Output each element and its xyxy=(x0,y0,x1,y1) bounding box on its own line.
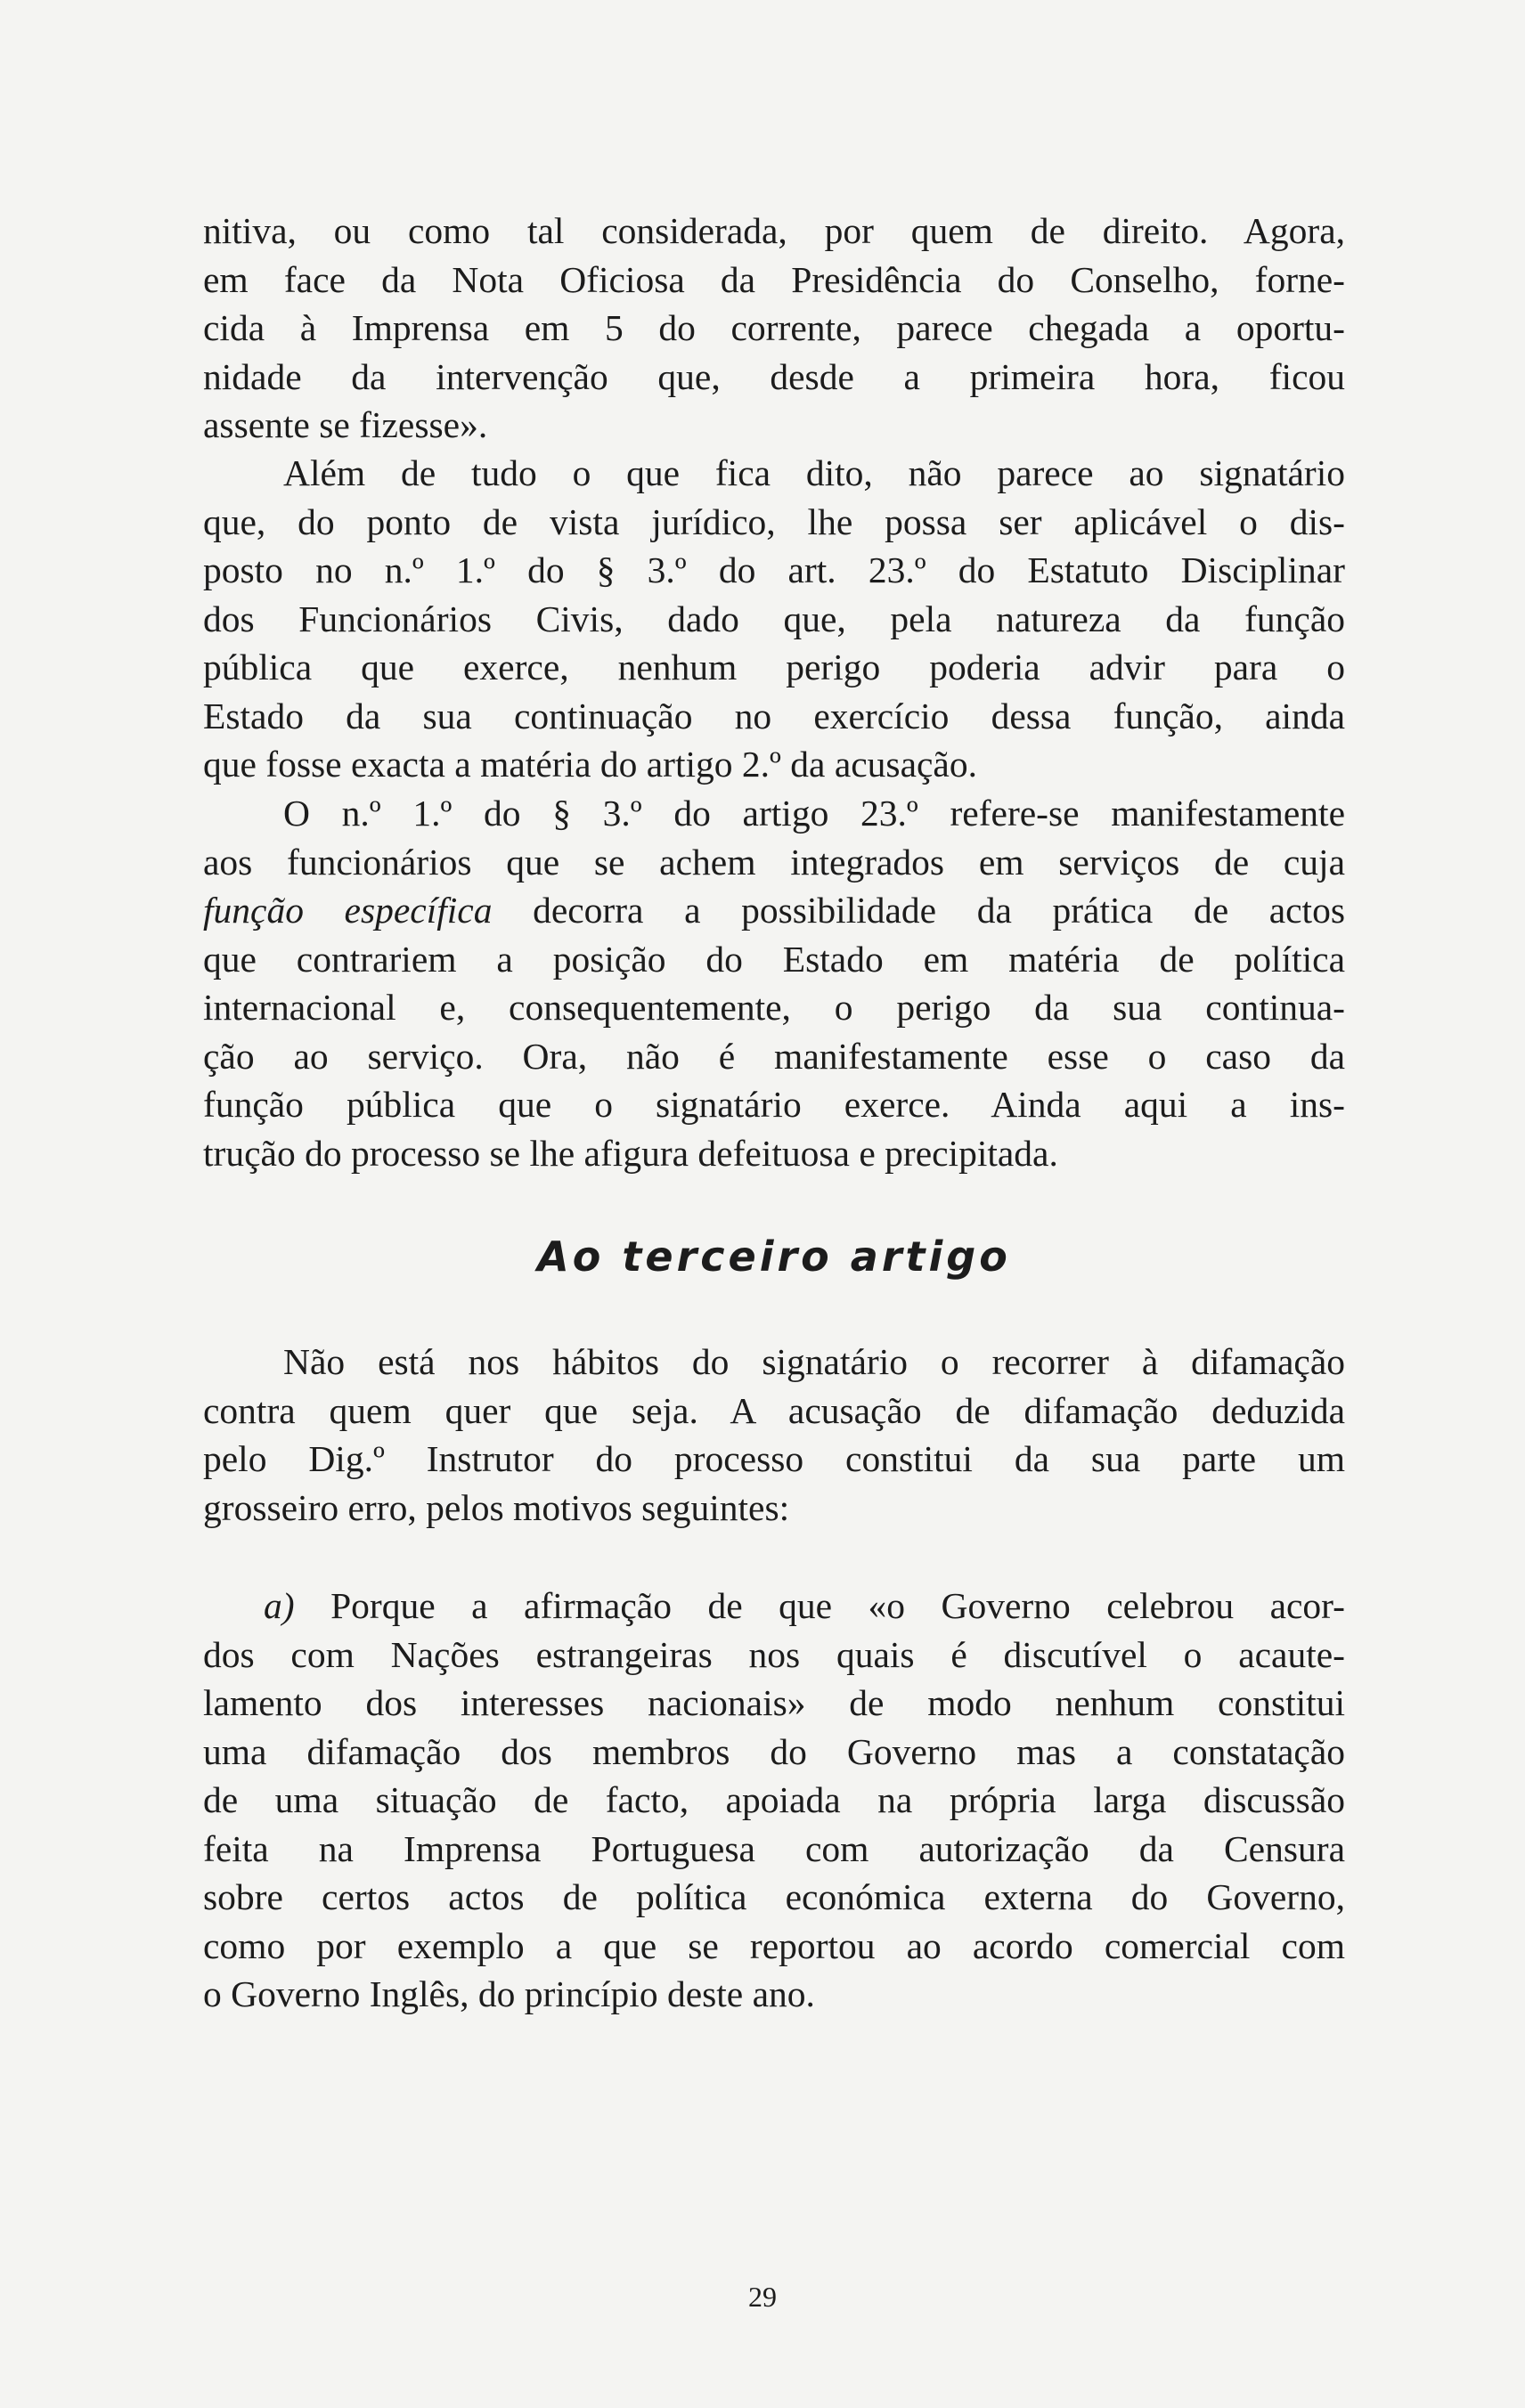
text-line: cida à Imprensa em 5 do corrente, parece chegada a oportu- xyxy=(203,307,1345,348)
text-line: contra quem quer que seja. A acusação de difamação deduzida xyxy=(203,1389,1345,1431)
text-line: que contrariem a posição do Estado em matéria de política xyxy=(203,938,1345,980)
text-fragment: Porque a afirmação de que «o Governo celebrou acor- xyxy=(294,1585,1345,1626)
text-line: Além de tudo o que fica dito, não parece ao signatário xyxy=(283,452,1345,493)
text-line: dos Funcionários Civis, dado que, pela natureza da função xyxy=(203,598,1345,639)
text-line: trução do processo se lhe afigura defeituosa e precipitada. xyxy=(203,1132,1058,1174)
list-marker: a) xyxy=(264,1585,295,1626)
text-line: pelo Dig.º Instrutor do processo constitui da sua parte um xyxy=(203,1438,1345,1479)
text-line: feita na Imprensa Portuguesa com autorização da Censura xyxy=(203,1827,1345,1869)
text-line: lamento dos interesses nacionais» de modo nenhum constitui xyxy=(203,1682,1345,1723)
text-line: Não está nos hábitos do signatário o recorrer à difamação xyxy=(283,1341,1345,1382)
text-line: uma difamação dos membros do Governo mas a constatação xyxy=(203,1730,1345,1772)
text-line: aos funcionários que se achem integrados em serviços de cuja xyxy=(203,841,1345,883)
text-line: internacional e, consequentemente, o perigo da sua continua- xyxy=(203,987,1345,1028)
paragraph-legal-argument xyxy=(203,449,1345,789)
text-line: como por exemplo a que se reportou ao acordo comercial com xyxy=(203,1924,1345,1966)
text-line: O n.º 1.º do § 3.º do artigo 23.º refere-se manifestamente xyxy=(283,793,1345,834)
text-line: que, do ponto de vista jurídico, lhe possa ser aplicável o dis- xyxy=(203,500,1345,542)
text-line: nitiva, ou como tal considerada, por quem de direito. Agora, xyxy=(203,210,1345,251)
italic-emphasis: função específica xyxy=(203,890,493,931)
section-heading: Ao terceiro artigo xyxy=(537,1232,1011,1281)
text-line: que fosse exacta a matéria do artigo 2.º da acusação. xyxy=(203,744,977,785)
text-line: ção ao serviço. Ora, não é manifestamente esse o caso da xyxy=(203,1035,1345,1077)
paragraph-item-a xyxy=(203,1582,1345,2019)
text-line: posto no n.º 1.º do § 3.º do art. 23.º do Estatuto Disciplinar xyxy=(203,549,1345,590)
paragraph-defamation xyxy=(203,1338,1345,1532)
text-fragment: decorra a possibilidade da prática de actos xyxy=(492,890,1345,931)
text-line xyxy=(203,886,1345,935)
text-line: dos com Nações estrangeiras nos quais é discutível o acaute- xyxy=(203,1633,1345,1675)
text-line: grosseiro erro, pelos motivos seguintes: xyxy=(203,1486,790,1528)
page-number: 29 xyxy=(748,2281,777,2313)
text-line: Estado da sua continuação no exercício dessa função, ainda xyxy=(203,695,1345,736)
text-line: em face da Nota Oficiosa da Presidência do Conselho, forne- xyxy=(203,258,1345,300)
paragraph-continuation xyxy=(203,207,1345,450)
text-line: pública que exerce, nenhum perigo poderia advir para o xyxy=(203,647,1345,687)
text-line: assente se fizesse». xyxy=(203,404,488,445)
text-line: função pública que o signatário exerce. Ainda aqui a ins- xyxy=(203,1084,1345,1125)
text-line xyxy=(203,1582,1345,1631)
paragraph-article-reference xyxy=(203,789,1345,1177)
text-line: o Governo Inglês, do princípio deste ano. xyxy=(203,1973,815,2014)
text-line: sobre certos actos de política económica externa do Governo, xyxy=(203,1876,1345,1917)
text-line: nidade da intervenção que, desde a primeira hora, ficou xyxy=(203,355,1345,397)
text-line: de uma situação de facto, apoiada na própria larga discussão xyxy=(203,1779,1345,1820)
